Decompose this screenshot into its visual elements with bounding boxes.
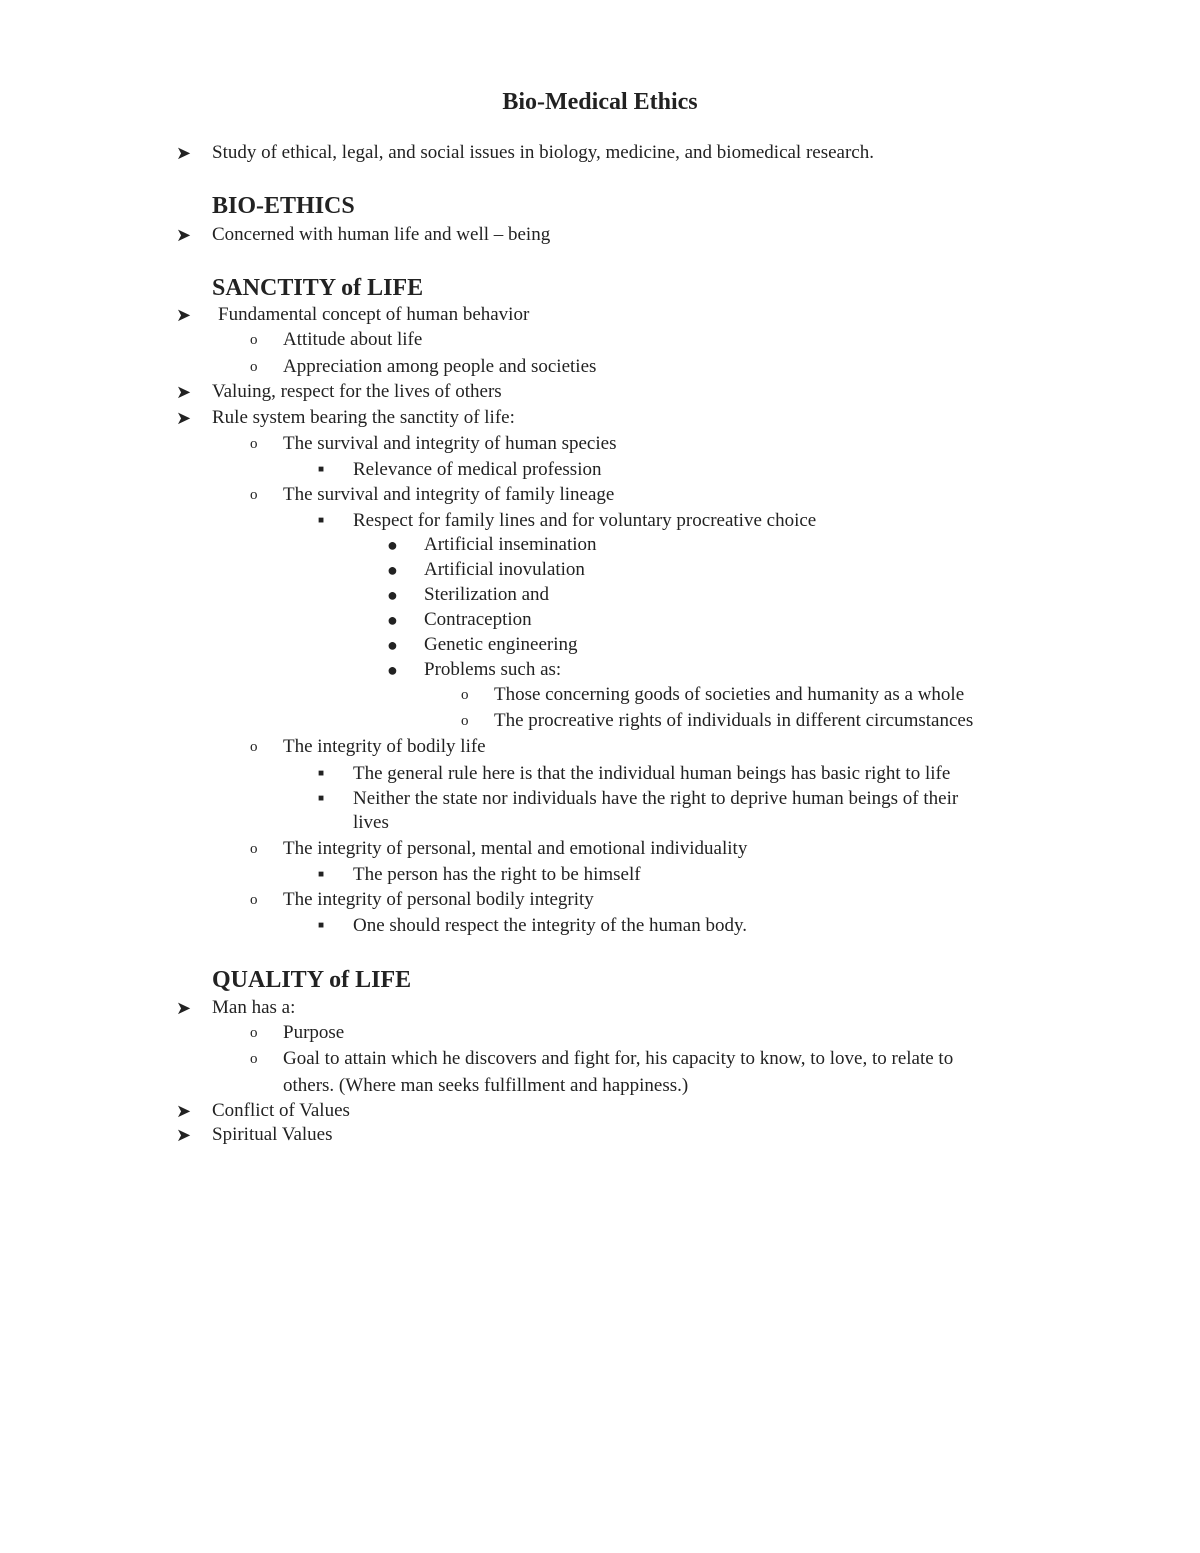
circle-bullet-icon: o	[461, 713, 469, 729]
circle-bullet-icon: o	[461, 687, 469, 703]
list-item: Contraception	[424, 609, 532, 630]
circle-bullet-icon: o	[250, 436, 258, 452]
list-item: Conflict of Values	[212, 1100, 350, 1121]
list-item: The integrity of personal, mental and emotional individuality	[283, 838, 748, 859]
list-item: Spiritual Values	[212, 1124, 333, 1145]
arrow-bullet-icon: ➤	[176, 1101, 192, 1121]
list-item: Valuing, respect for the lives of others	[212, 381, 502, 402]
list-item: The procreative rights of individuals in different circumstances	[494, 710, 974, 731]
square-bullet-icon: ■	[318, 515, 325, 526]
list-item: The survival and integrity of human species	[283, 433, 617, 454]
square-bullet-icon: ■	[318, 464, 325, 475]
list-item: The general rule here is that the individual human beings has basic right to life	[353, 763, 951, 784]
square-bullet-icon: ■	[318, 920, 325, 931]
arrow-bullet-icon: ➤	[176, 225, 192, 245]
list-item: Artificial inovulation	[424, 559, 585, 580]
list-item: The integrity of bodily life	[283, 736, 486, 757]
list-item: Concerned with human life and well – being	[212, 224, 551, 245]
circle-bullet-icon: o	[250, 739, 258, 755]
list-item: The person has the right to be himself	[353, 864, 641, 885]
dot-bullet-icon: ●	[387, 560, 398, 580]
list-item: Purpose	[283, 1022, 345, 1043]
list-item-continuation: others. (Where man seeks fulfillment and happiness.)	[283, 1075, 689, 1096]
list-item: Goal to attain which he discovers and fight for, his capacity to know, to love, to relate to	[283, 1048, 954, 1069]
dot-bullet-icon: ●	[387, 535, 398, 555]
heading-sanctity-of-life: SANCTITY of LIFE	[212, 275, 424, 301]
list-item: Problems such as:	[424, 659, 562, 680]
list-item: Neither the state nor individuals have the right to deprive human beings of their	[353, 788, 959, 809]
list-item: Artificial insemination	[424, 534, 597, 555]
square-bullet-icon: ■	[318, 793, 325, 804]
intro-text: Study of ethical, legal, and social issues in biology, medicine, and biomedical research.	[212, 142, 874, 163]
circle-bullet-icon: o	[250, 487, 258, 503]
list-item-continuation: lives	[353, 812, 389, 833]
list-item: Fundamental concept of human behavior	[218, 304, 530, 325]
dot-bullet-icon: ●	[387, 585, 398, 605]
list-item: One should respect the integrity of the human body.	[353, 915, 747, 936]
list-item: Man has a:	[212, 997, 296, 1018]
dot-bullet-icon: ●	[387, 610, 398, 630]
circle-bullet-icon: o	[250, 359, 258, 375]
arrow-bullet-icon: ➤	[176, 998, 192, 1018]
square-bullet-icon: ■	[318, 768, 325, 779]
arrow-bullet-icon: ➤	[176, 143, 192, 163]
list-item: Sterilization and	[424, 584, 550, 605]
circle-bullet-icon: o	[250, 892, 258, 908]
document-title: Bio-Medical Ethics	[502, 89, 698, 115]
arrow-bullet-icon: ➤	[176, 382, 192, 402]
heading-quality-of-life: QUALITY of LIFE	[212, 967, 412, 993]
list-item: The integrity of personal bodily integrity	[283, 889, 594, 910]
heading-bio-ethics: BIO-ETHICS	[212, 193, 355, 219]
list-item: Genetic engineering	[424, 634, 578, 655]
dot-bullet-icon: ●	[387, 660, 398, 680]
list-item: Attitude about life	[283, 329, 423, 350]
circle-bullet-icon: o	[250, 332, 258, 348]
circle-bullet-icon: o	[250, 841, 258, 857]
list-item: Relevance of medical profession	[353, 459, 602, 480]
arrow-bullet-icon: ➤	[176, 305, 192, 325]
circle-bullet-icon: o	[250, 1051, 258, 1067]
arrow-bullet-icon: ➤	[176, 408, 192, 428]
list-item: Those concerning goods of societies and humanity as a whole	[494, 684, 965, 705]
square-bullet-icon: ■	[318, 869, 325, 880]
list-item: Rule system bearing the sanctity of life:	[212, 407, 515, 428]
list-item: The survival and integrity of family lineage	[283, 484, 615, 505]
arrow-bullet-icon: ➤	[176, 1125, 192, 1145]
list-item: Appreciation among people and societies	[283, 356, 597, 377]
list-item: Respect for family lines and for voluntary procreative choice	[353, 510, 817, 531]
circle-bullet-icon: o	[250, 1025, 258, 1041]
dot-bullet-icon: ●	[387, 635, 398, 655]
